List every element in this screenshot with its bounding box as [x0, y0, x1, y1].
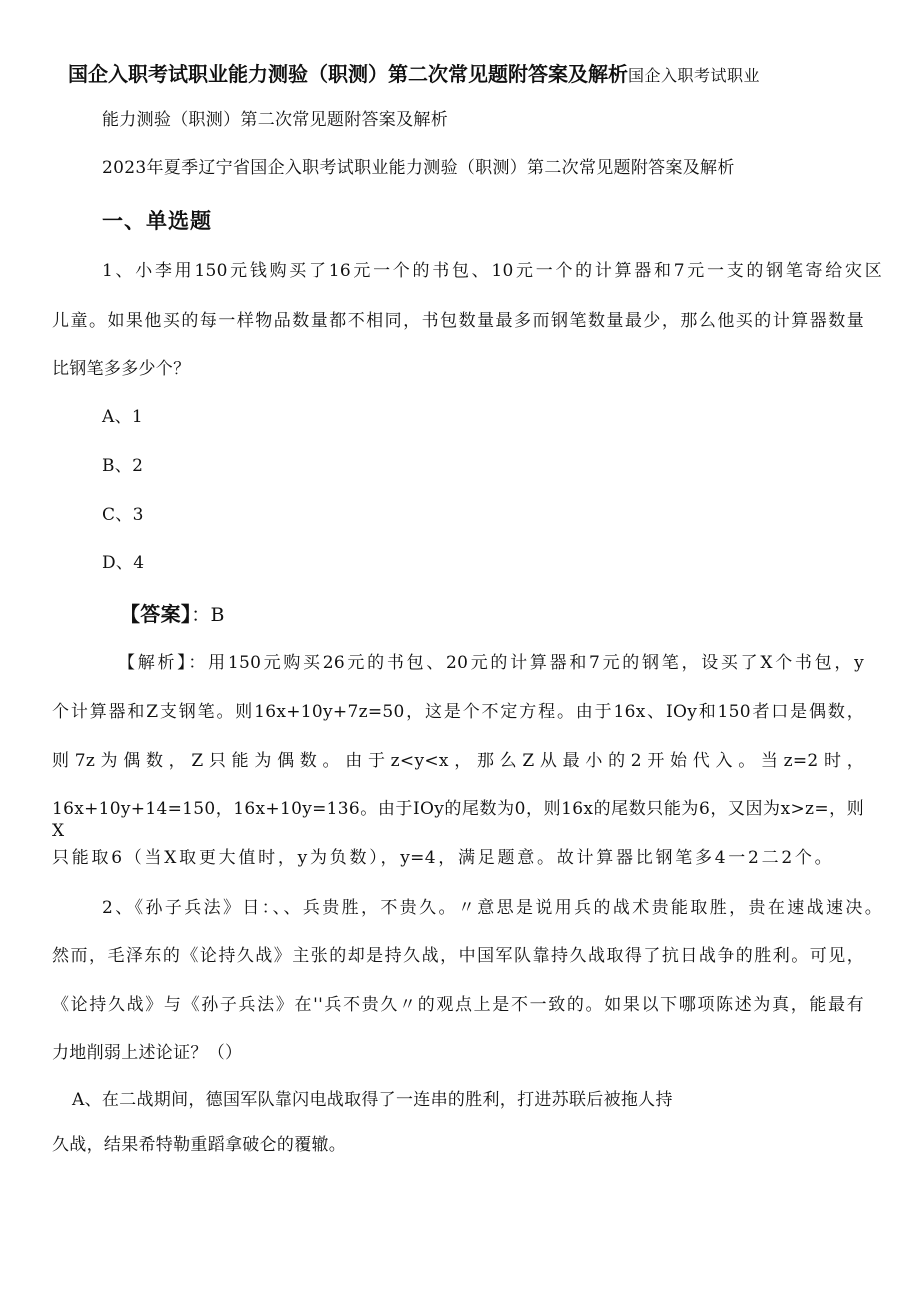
document-title-continuation: 能力测验（职测）第二次常见题附答案及解析: [102, 110, 448, 130]
question-2-option-a-line-2: 久战，结果希特勒重蹈拿破仑的覆辙。: [52, 1135, 347, 1155]
answer-value: ：B: [191, 604, 225, 626]
document-title-tail: 国企入职考试职业: [628, 66, 761, 85]
question-1-explanation-line-3: 则7z为偶数，Z只能为偶数。由于z<y<x，那么Z从最小的2开始代入。当z=2时，: [52, 751, 864, 771]
question-2-line-1: 2、《孙子兵法》日：、、兵贵胜，不贵久。〃意思是说用兵的战术贵能取胜，贵在速战速决。: [102, 898, 882, 918]
question-1-answer: [120, 601, 225, 628]
question-1-explanation-line-1: 【解析】：用150元购买26元的书包、20元的计算器和7元的钢笔，设买了X个书包，y: [118, 653, 864, 673]
document-subtitle: 2023年夏季辽宁省国企入职考试职业能力测验（职测）第二次常见题附答案及解析: [102, 158, 735, 178]
question-1-line-3: 比钢笔多多少个？: [52, 359, 191, 379]
document-title: [68, 60, 760, 90]
question-1-line-2: 儿童。如果他买的每一样物品数量都不相同，书包数量最多而钢笔数量最少，那么他买的计算器数量: [52, 311, 864, 331]
question-1-line-1: 1、小李用150元钱购买了16元一个的书包、10元一个的计算器和7元一支的钢笔寄给灾区: [102, 261, 882, 281]
question-2-line-4: 力地削弱上述论证？（）: [52, 1043, 243, 1063]
question-1-explanation-line-4: 16x+10y+14=150，16x+10y=136。由于IOy的尾数为0，则16x的尾数只能为6，又因为x>z=，则X: [52, 799, 864, 841]
section-heading: 一、单选题: [102, 209, 212, 233]
answer-tag: 【答案】: [120, 602, 192, 626]
question-1-option-a: A、1: [102, 407, 143, 427]
document-title-main: 国企入职考试职业能力测验（职测）第二次常见题附答案及解析: [68, 62, 628, 86]
question-2-line-3: 《论持久战》与《孙子兵法》在''兵不贵久〃的观点上是不一致的。如果以下哪项陈述为真，能最有: [52, 995, 864, 1015]
question-1-option-d: D、4: [102, 553, 145, 573]
question-1-explanation-line-2: 个计算器和Z支钢笔。则16x+10y+7z=50，这是个不定方程。由于16x、IOy和150者口是偶数，: [52, 702, 864, 722]
question-2-option-a-line-1: A、在二战期间，德国军队靠闪电战取得了一连串的胜利，打进苏联后被拖人持: [72, 1090, 673, 1110]
question-1-explanation-line-5: 只能取6（当X取更大值时，y为负数），y=4，满足题意。故计算器比钢笔多4一2二2个。: [52, 848, 832, 868]
question-1-option-b: B、2: [102, 456, 144, 476]
question-2-line-2: 然而，毛泽东的《论持久战》主张的却是持久战，中国军队靠持久战取得了抗日战争的胜利。可见，: [52, 946, 864, 966]
question-1-option-c: C、3: [102, 505, 144, 525]
